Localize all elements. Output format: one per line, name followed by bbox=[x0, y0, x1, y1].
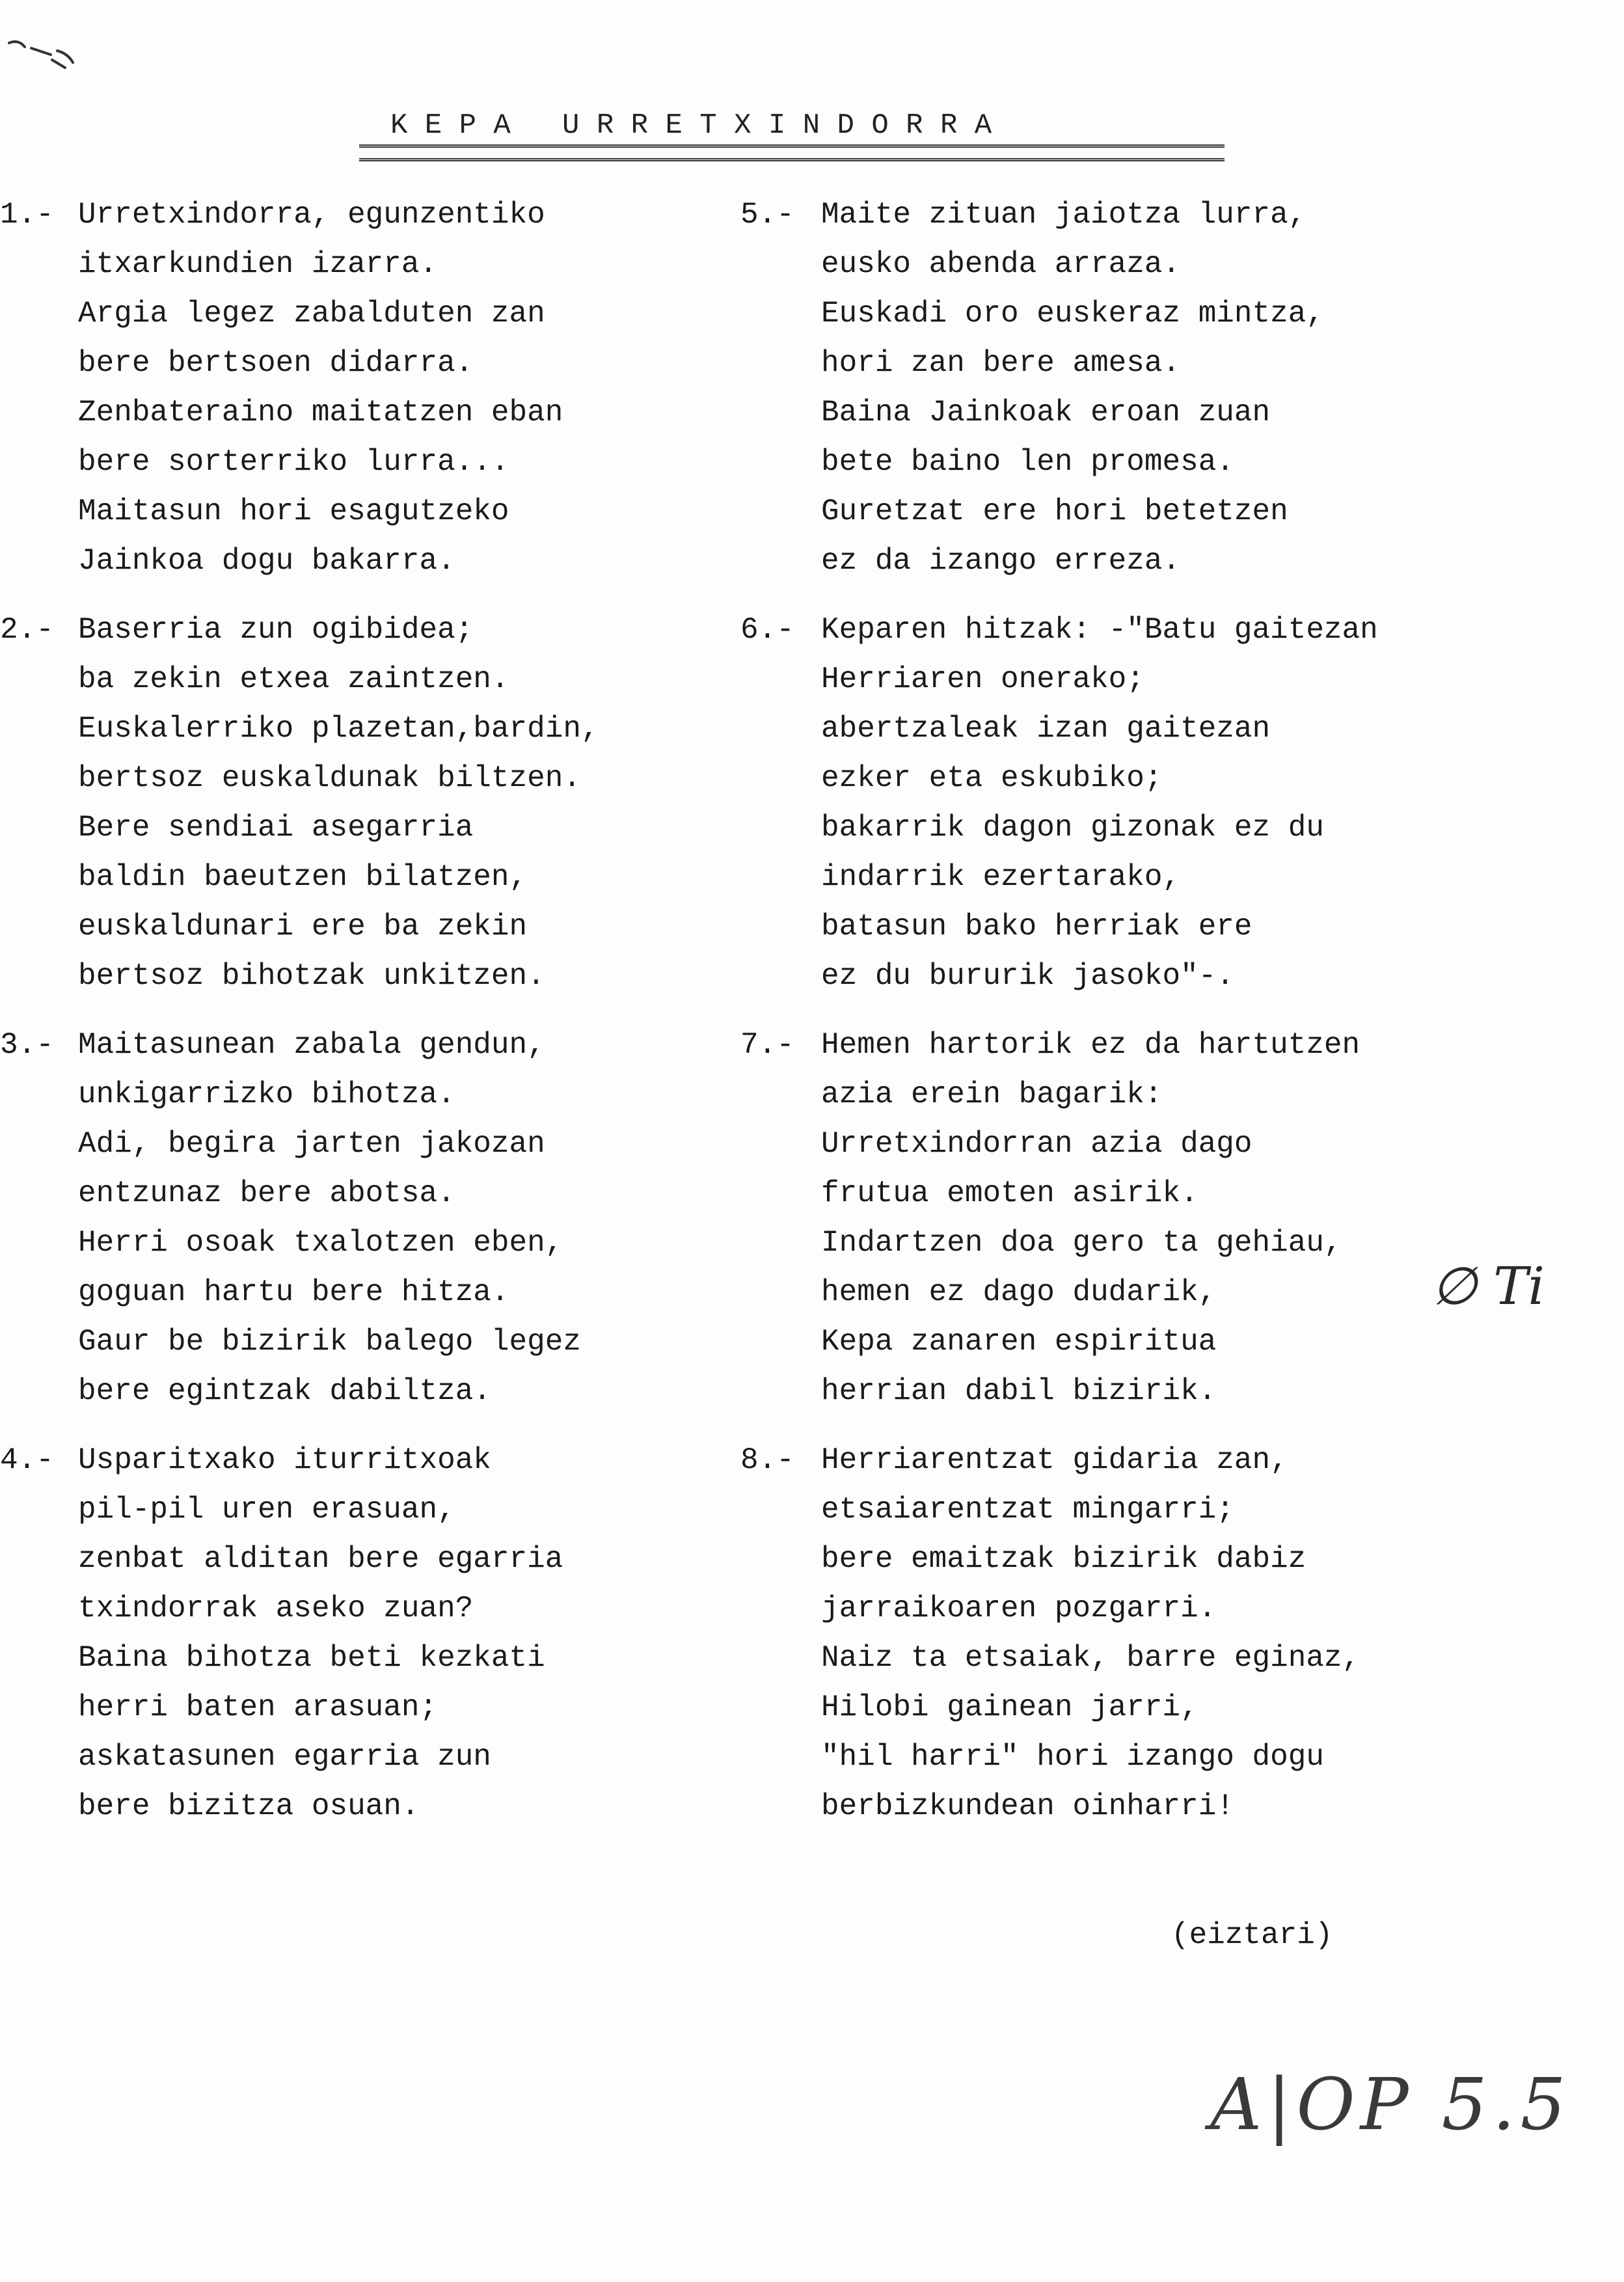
verse-line: jarraikoaren pozgarri. bbox=[821, 1592, 1217, 1625]
verse-line: herri baten arasuan; bbox=[78, 1691, 438, 1724]
verse-line: unkigarrizko bihotza. bbox=[78, 1078, 455, 1111]
verse-line: Indartzen doa gero ta gehiau, bbox=[821, 1226, 1342, 1260]
verse-line: Keparen hitzak: -"Batu gaitezan bbox=[821, 613, 1378, 647]
verse-line: euskaldunari ere ba zekin bbox=[78, 910, 528, 944]
verse-line: Hilobi gainean jarri, bbox=[821, 1691, 1198, 1724]
handwritten-archive-code: A|OP 5.5 bbox=[1210, 2063, 1571, 2146]
verse-line: hemen ez dago dudarik, bbox=[821, 1275, 1217, 1309]
verse-line: ez du bururik jasoko"-. bbox=[821, 959, 1234, 993]
stanza-number: 7.- bbox=[740, 1028, 794, 1062]
stanza-number: 8.- bbox=[740, 1443, 794, 1477]
verse-line: bertsoz euskaldunak biltzen. bbox=[78, 761, 581, 795]
stanza-7 bbox=[740, 1020, 1456, 1416]
stanza-number: 4.- bbox=[0, 1443, 54, 1477]
verse-line: Zenbateraino maitatzen eban bbox=[78, 396, 563, 429]
verse-line: "hil harri" hori izango dogu bbox=[821, 1740, 1324, 1774]
verse-line: bere sorterriko lurra... bbox=[78, 445, 509, 479]
verse-line: bertsoz bihotzak unkitzen. bbox=[78, 959, 545, 993]
verse-line: frutua emoten asirik. bbox=[821, 1176, 1198, 1210]
verse-line: Maitasunean zabala gendun, bbox=[78, 1028, 545, 1062]
verse-line: Jainkoa dogu bakarra. bbox=[78, 544, 455, 578]
title-underline-rule bbox=[359, 144, 1225, 161]
verse-line: goguan hartu bere hitza. bbox=[78, 1275, 509, 1309]
stanza-8 bbox=[740, 1435, 1456, 1831]
verse-line: bere bertsoen didarra. bbox=[78, 346, 474, 380]
verse-line: batasun bako herriak ere bbox=[821, 910, 1252, 944]
verse-line: berbizkundean oinharri! bbox=[821, 1789, 1234, 1823]
verse-line: Argia legez zabalduten zan bbox=[78, 297, 545, 331]
verse-line: Urretxindorran azia dago bbox=[821, 1127, 1252, 1161]
stanza-number: 5.- bbox=[740, 198, 794, 232]
author-signature: (eiztari) bbox=[1171, 1918, 1333, 1952]
verse-line: azia erein bagarik: bbox=[821, 1078, 1163, 1111]
verse-line: baldin baeutzen bilatzen, bbox=[78, 860, 528, 894]
verse-line: Herriaren onerako; bbox=[821, 662, 1144, 696]
verse-line: Baserria zun ogibidea; bbox=[78, 613, 474, 647]
stanza-6 bbox=[740, 605, 1456, 1001]
verse-line: Gaur be bizirik balego legez bbox=[78, 1325, 581, 1359]
verse-line: hori zan bere amesa. bbox=[821, 346, 1181, 380]
verse-line: ba zekin etxea zaintzen. bbox=[78, 662, 509, 696]
verse-line: bakarrik dagon gizonak ez du bbox=[821, 811, 1324, 845]
verse-line: Maite zituan jaiotza lurra, bbox=[821, 198, 1306, 232]
verse-line: bere bizitza osuan. bbox=[78, 1789, 420, 1823]
verse-line: Urretxindorra, egunzentiko bbox=[78, 198, 545, 232]
verse-line: Herri osoak txalotzen eben, bbox=[78, 1226, 563, 1260]
verse-line: herrian dabil bizirik. bbox=[821, 1374, 1217, 1408]
stanza-number: 2.- bbox=[0, 613, 54, 647]
stanza-5 bbox=[740, 190, 1456, 586]
left-column bbox=[0, 190, 716, 1851]
handwritten-side-note: ∅ Ti bbox=[1431, 1256, 1545, 1316]
verse-line: itxarkundien izarra. bbox=[78, 247, 438, 281]
verse-line: Baina bihotza beti kezkati bbox=[78, 1641, 545, 1675]
stanza-4 bbox=[0, 1435, 716, 1831]
verse-line: zenbat alditan bere egarria bbox=[78, 1542, 563, 1576]
verse-line: pil-pil uren erasuan, bbox=[78, 1493, 455, 1527]
verse-line: Herriarentzat gidaria zan, bbox=[821, 1443, 1288, 1477]
verse-line: Naiz ta etsaiak, barre eginaz, bbox=[821, 1641, 1360, 1675]
verse-line-annotated: Kepa zanaren espiritua bbox=[821, 1325, 1217, 1359]
page-title: K E P A U R R E T X I N D O R R A bbox=[390, 109, 992, 142]
stanza-3 bbox=[0, 1020, 716, 1416]
stanza-1 bbox=[0, 190, 716, 586]
verse-line: bere egintzak dabiltza. bbox=[78, 1374, 491, 1408]
verse-line: Baina Jainkoak eroan zuan bbox=[821, 396, 1271, 429]
verse-line: askatasunen egarria zun bbox=[78, 1740, 491, 1774]
stanza-number: 1.- bbox=[0, 198, 54, 232]
verse-line: Hemen hartorik ez da hartutzen bbox=[821, 1028, 1360, 1062]
verse-line: Bere sendiai asegarria bbox=[78, 811, 474, 845]
verse-line: bete baino len promesa. bbox=[821, 445, 1234, 479]
verse-line: Euskadi oro euskeraz mintza, bbox=[821, 297, 1324, 331]
verse-line: abertzaleak izan gaitezan bbox=[821, 712, 1271, 746]
corner-scribble-mark bbox=[5, 34, 77, 73]
verse-line: Euskalerriko plazetan,bardin, bbox=[78, 712, 599, 746]
verse-line: Maitasun hori esagutzeko bbox=[78, 495, 509, 528]
verse-line: entzunaz bere abotsa. bbox=[78, 1176, 455, 1210]
verse-line: bere emaitzak bizirik dabiz bbox=[821, 1542, 1306, 1576]
stanza-number: 3.- bbox=[0, 1028, 54, 1062]
stanza-number: 6.- bbox=[740, 613, 794, 647]
verse-line: ezker eta eskubiko; bbox=[821, 761, 1163, 795]
verse-line: Usparitxako iturritxoak bbox=[78, 1443, 491, 1477]
verse-line: ez da izango erreza. bbox=[821, 544, 1181, 578]
stanza-2 bbox=[0, 605, 716, 1001]
verse-line: Guretzat ere hori betetzen bbox=[821, 495, 1288, 528]
verse-line: txindorrak aseko zuan? bbox=[78, 1592, 474, 1625]
verse-line: eusko abenda arraza. bbox=[821, 247, 1181, 281]
verse-line: Adi, begira jarten jakozan bbox=[78, 1127, 545, 1161]
verse-line: etsaiarentzat mingarri; bbox=[821, 1493, 1234, 1527]
right-column bbox=[740, 190, 1456, 1851]
verse-line: indarrik ezertarako, bbox=[821, 860, 1181, 894]
